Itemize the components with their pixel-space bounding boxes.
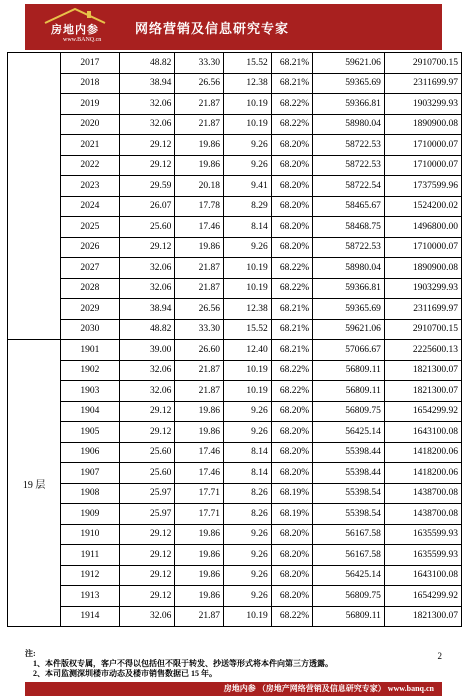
inner-area: 21.87 (175, 606, 224, 627)
unit-price: 56167.58 (313, 545, 385, 566)
inner-area: 17.78 (175, 196, 224, 217)
total-price: 1654299.92 (384, 401, 461, 422)
total-price: 1903299.93 (384, 278, 461, 299)
unit-number: 2027 (61, 258, 119, 279)
total-price: 1524200.02 (384, 196, 461, 217)
unit-number: 2018 (61, 73, 119, 94)
shared-area: 8.26 (224, 483, 272, 504)
shared-area: 8.14 (224, 217, 272, 238)
table-row (8, 299, 462, 320)
price-table-body (8, 53, 462, 627)
total-price: 1710000.07 (384, 135, 461, 156)
unit-number: 2019 (61, 94, 119, 115)
unit-price: 56425.14 (313, 565, 385, 586)
building-area: 29.12 (119, 545, 175, 566)
inner-area: 19.86 (175, 524, 224, 545)
unit-price: 56425.14 (313, 422, 385, 443)
table-row (8, 545, 462, 566)
building-area: 32.06 (119, 360, 175, 381)
table-row (8, 237, 462, 258)
inner-area: 17.71 (175, 483, 224, 504)
inner-area: 20.18 (175, 176, 224, 197)
shared-area: 12.40 (224, 340, 272, 361)
unit-number: 2020 (61, 114, 119, 135)
table-row (8, 94, 462, 115)
inner-area: 17.46 (175, 217, 224, 238)
total-price: 1643100.08 (384, 565, 461, 586)
unit-price: 58722.53 (313, 237, 385, 258)
inner-area: 19.86 (175, 237, 224, 258)
table-row (8, 504, 462, 525)
unit-number: 1903 (61, 381, 119, 402)
shared-area: 8.29 (224, 196, 272, 217)
shared-area: 8.14 (224, 442, 272, 463)
unit-number: 1911 (61, 545, 119, 566)
inner-area: 19.86 (175, 401, 224, 422)
total-price: 2225600.13 (384, 340, 461, 361)
total-price: 2910700.15 (384, 53, 461, 74)
building-area: 48.82 (119, 319, 175, 340)
total-price: 1903299.93 (384, 94, 461, 115)
table-row (8, 422, 462, 443)
building-area: 25.97 (119, 483, 175, 504)
unit-price: 55398.44 (313, 442, 385, 463)
unit-price: 59366.81 (313, 278, 385, 299)
building-area: 25.60 (119, 463, 175, 484)
inner-area: 19.86 (175, 135, 224, 156)
efficiency-rate: 68.21% (271, 340, 312, 361)
building-area: 29.59 (119, 176, 175, 197)
unit-number: 2030 (61, 319, 119, 340)
table-row (8, 114, 462, 135)
unit-number: 2024 (61, 196, 119, 217)
inner-area: 26.56 (175, 299, 224, 320)
building-area: 32.06 (119, 606, 175, 627)
efficiency-rate: 68.22% (271, 278, 312, 299)
unit-price: 59621.06 (313, 53, 385, 74)
unit-price: 59365.69 (313, 299, 385, 320)
floor-group-label: 19 层 (8, 340, 61, 627)
total-price: 1821300.07 (384, 606, 461, 627)
unit-price: 55398.54 (313, 483, 385, 504)
table-row (8, 401, 462, 422)
shared-area: 12.38 (224, 299, 272, 320)
building-area: 25.60 (119, 442, 175, 463)
efficiency-rate: 68.21% (271, 319, 312, 340)
unit-number: 1906 (61, 442, 119, 463)
inner-area: 19.86 (175, 545, 224, 566)
inner-area: 21.87 (175, 258, 224, 279)
unit-price: 59621.06 (313, 319, 385, 340)
logo-text: 房地内参 (51, 24, 99, 36)
unit-price: 58722.53 (313, 155, 385, 176)
shared-area: 9.26 (224, 401, 272, 422)
shared-area: 10.19 (224, 381, 272, 402)
total-price: 1710000.07 (384, 237, 461, 258)
building-area: 39.00 (119, 340, 175, 361)
unit-price: 59365.69 (313, 73, 385, 94)
page-number: 2 (437, 651, 442, 661)
table-row (8, 606, 462, 627)
price-table-wrapper (7, 52, 462, 627)
efficiency-rate: 68.20% (271, 196, 312, 217)
building-area: 26.07 (119, 196, 175, 217)
shared-area: 9.26 (224, 524, 272, 545)
building-area: 25.60 (119, 217, 175, 238)
unit-price: 58468.75 (313, 217, 385, 238)
total-price: 1418200.06 (384, 463, 461, 484)
unit-price: 58980.04 (313, 258, 385, 279)
table-row (8, 217, 462, 238)
total-price: 1890900.08 (384, 114, 461, 135)
unit-number: 2022 (61, 155, 119, 176)
efficiency-rate: 68.20% (271, 545, 312, 566)
building-area: 32.06 (119, 381, 175, 402)
total-price: 1890900.08 (384, 258, 461, 279)
building-area: 29.12 (119, 237, 175, 258)
shared-area: 12.38 (224, 73, 272, 94)
footer-bar: 房地内参 （房地产网络营销及信息研究专家） www.banq.cn (25, 682, 442, 696)
unit-number: 1913 (61, 586, 119, 607)
unit-number: 1912 (61, 565, 119, 586)
notes (25, 649, 442, 681)
unit-price: 58722.53 (313, 135, 385, 156)
building-area: 32.06 (119, 94, 175, 115)
unit-price: 58722.54 (313, 176, 385, 197)
unit-price: 57066.67 (313, 340, 385, 361)
table-row (8, 73, 462, 94)
efficiency-rate: 68.20% (271, 442, 312, 463)
header-banner (25, 4, 442, 50)
efficiency-rate: 68.22% (271, 258, 312, 279)
building-area: 32.06 (119, 114, 175, 135)
shared-area: 9.26 (224, 565, 272, 586)
inner-area: 19.86 (175, 422, 224, 443)
total-price: 1654299.92 (384, 586, 461, 607)
total-price: 1821300.07 (384, 381, 461, 402)
price-table (7, 52, 462, 627)
shared-area: 10.19 (224, 278, 272, 299)
note-1: 1、本件版权专属，客户不得以包括但不限于转发、抄送等形式将本件向第三方透露。 (33, 659, 333, 668)
table-row (8, 319, 462, 340)
efficiency-rate: 68.19% (271, 504, 312, 525)
inner-area: 19.86 (175, 155, 224, 176)
building-area: 48.82 (119, 53, 175, 74)
building-area: 38.94 (119, 73, 175, 94)
unit-price: 56809.75 (313, 586, 385, 607)
building-area: 29.12 (119, 586, 175, 607)
inner-area: 21.87 (175, 360, 224, 381)
note-title: 注: (25, 649, 36, 658)
unit-price: 58465.67 (313, 196, 385, 217)
total-price: 1496800.00 (384, 217, 461, 238)
efficiency-rate: 68.20% (271, 176, 312, 197)
inner-area: 33.30 (175, 53, 224, 74)
total-price: 2311699.97 (384, 299, 461, 320)
unit-number: 2021 (61, 135, 119, 156)
table-row (8, 155, 462, 176)
building-area: 29.12 (119, 565, 175, 586)
unit-price: 55398.54 (313, 504, 385, 525)
efficiency-rate: 68.21% (271, 299, 312, 320)
efficiency-rate: 68.19% (271, 483, 312, 504)
efficiency-rate: 68.20% (271, 237, 312, 258)
unit-number: 1905 (61, 422, 119, 443)
unit-number: 2017 (61, 53, 119, 74)
shared-area: 9.26 (224, 422, 272, 443)
table-row (8, 196, 462, 217)
total-price: 1635599.93 (384, 524, 461, 545)
unit-price: 56809.75 (313, 401, 385, 422)
inner-area: 19.86 (175, 565, 224, 586)
building-area: 29.12 (119, 401, 175, 422)
building-area: 25.97 (119, 504, 175, 525)
efficiency-rate: 68.21% (271, 73, 312, 94)
table-row (8, 258, 462, 279)
building-area: 32.06 (119, 258, 175, 279)
table-row (8, 442, 462, 463)
table-row (8, 524, 462, 545)
table-row (8, 135, 462, 156)
total-price: 1737599.96 (384, 176, 461, 197)
floor-group-label (8, 53, 61, 340)
efficiency-rate: 68.20% (271, 586, 312, 607)
inner-area: 17.46 (175, 463, 224, 484)
shared-area: 15.52 (224, 319, 272, 340)
shared-area: 9.26 (224, 237, 272, 258)
unit-number: 2023 (61, 176, 119, 197)
header-title: 网络营销及信息研究专家 (135, 21, 290, 36)
shared-area: 10.19 (224, 606, 272, 627)
inner-area: 17.71 (175, 504, 224, 525)
shared-area: 8.26 (224, 504, 272, 525)
page-footer (25, 649, 442, 699)
efficiency-rate: 68.22% (271, 114, 312, 135)
table-row (8, 340, 462, 361)
table-row (8, 381, 462, 402)
inner-area: 17.46 (175, 442, 224, 463)
shared-area: 9.41 (224, 176, 272, 197)
unit-number: 2029 (61, 299, 119, 320)
efficiency-rate: 68.22% (271, 606, 312, 627)
unit-price: 58980.04 (313, 114, 385, 135)
total-price: 1643100.08 (384, 422, 461, 443)
shared-area: 9.26 (224, 545, 272, 566)
efficiency-rate: 68.21% (271, 53, 312, 74)
total-price: 2311699.97 (384, 73, 461, 94)
building-area: 29.12 (119, 524, 175, 545)
unit-price: 56167.58 (313, 524, 385, 545)
shared-area: 9.26 (224, 155, 272, 176)
note-2: 2、本司监测深圳楼市动态及楼市销售数据已 15 年。 (33, 669, 217, 678)
total-price: 2910700.15 (384, 319, 461, 340)
table-row (8, 586, 462, 607)
inner-area: 33.30 (175, 319, 224, 340)
building-area: 29.12 (119, 155, 175, 176)
unit-price: 55398.44 (313, 463, 385, 484)
total-price: 1635599.93 (384, 545, 461, 566)
building-area: 29.12 (119, 135, 175, 156)
logo (33, 7, 133, 47)
inner-area: 21.87 (175, 94, 224, 115)
efficiency-rate: 68.20% (271, 463, 312, 484)
inner-area: 26.56 (175, 73, 224, 94)
unit-price: 56809.11 (313, 381, 385, 402)
unit-number: 1907 (61, 463, 119, 484)
building-area: 29.12 (119, 422, 175, 443)
inner-area: 26.60 (175, 340, 224, 361)
table-row (8, 565, 462, 586)
unit-number: 1902 (61, 360, 119, 381)
unit-number: 1910 (61, 524, 119, 545)
efficiency-rate: 68.22% (271, 94, 312, 115)
total-price: 1418200.06 (384, 442, 461, 463)
table-row (8, 176, 462, 197)
efficiency-rate: 68.22% (271, 381, 312, 402)
efficiency-rate: 68.20% (271, 565, 312, 586)
unit-number: 1908 (61, 483, 119, 504)
efficiency-rate: 68.20% (271, 135, 312, 156)
shared-area: 10.19 (224, 114, 272, 135)
unit-number: 1904 (61, 401, 119, 422)
shared-area: 10.19 (224, 258, 272, 279)
total-price: 1438700.08 (384, 483, 461, 504)
table-row (8, 360, 462, 381)
shared-area: 15.52 (224, 53, 272, 74)
unit-price: 59366.81 (313, 94, 385, 115)
efficiency-rate: 68.20% (271, 217, 312, 238)
total-price: 1821300.07 (384, 360, 461, 381)
unit-number: 2026 (61, 237, 119, 258)
inner-area: 21.87 (175, 381, 224, 402)
total-price: 1438700.08 (384, 504, 461, 525)
total-price: 1710000.07 (384, 155, 461, 176)
efficiency-rate: 68.20% (271, 155, 312, 176)
unit-number: 1909 (61, 504, 119, 525)
building-area: 32.06 (119, 278, 175, 299)
unit-number: 2028 (61, 278, 119, 299)
unit-price: 56809.11 (313, 360, 385, 381)
table-row (8, 463, 462, 484)
logo-url: www.BANQ.cn (63, 37, 102, 43)
efficiency-rate: 68.20% (271, 401, 312, 422)
efficiency-rate: 68.22% (271, 360, 312, 381)
unit-number: 2025 (61, 217, 119, 238)
inner-area: 19.86 (175, 586, 224, 607)
efficiency-rate: 68.20% (271, 422, 312, 443)
shared-area: 10.19 (224, 94, 272, 115)
unit-price: 56809.11 (313, 606, 385, 627)
shared-area: 9.26 (224, 135, 272, 156)
inner-area: 21.87 (175, 114, 224, 135)
shared-area: 9.26 (224, 586, 272, 607)
efficiency-rate: 68.20% (271, 524, 312, 545)
table-row (8, 278, 462, 299)
shared-area: 8.14 (224, 463, 272, 484)
building-area: 38.94 (119, 299, 175, 320)
table-row (8, 53, 462, 74)
table-row (8, 483, 462, 504)
shared-area: 10.19 (224, 360, 272, 381)
unit-number: 1901 (61, 340, 119, 361)
unit-number: 1914 (61, 606, 119, 627)
inner-area: 21.87 (175, 278, 224, 299)
